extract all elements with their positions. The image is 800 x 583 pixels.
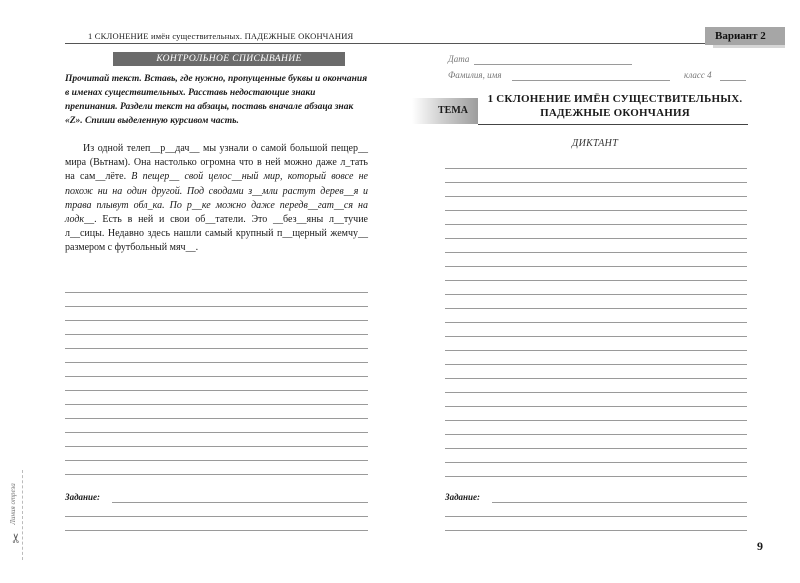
- task-line[interactable]: [65, 516, 368, 517]
- writing-line[interactable]: [65, 418, 368, 419]
- task-line[interactable]: [65, 530, 368, 531]
- writing-line[interactable]: [445, 224, 747, 225]
- exercise-text-italic: В пещер__ свой целос__ный мир, который вовсе не похож ни на один другой. Под сводами з__мли растут дерев__я и трава плывут обл_ка. По р__ке можно даже передв__гат__ся на лодк__: [65, 171, 368, 226]
- writing-line[interactable]: [65, 334, 368, 335]
- writing-line[interactable]: [445, 252, 747, 253]
- page-number: 9: [757, 539, 763, 553]
- writing-line[interactable]: [445, 420, 747, 421]
- writing-line[interactable]: [65, 320, 368, 321]
- writing-line[interactable]: [445, 182, 747, 183]
- writing-line[interactable]: [445, 378, 747, 379]
- task-line[interactable]: [112, 502, 368, 503]
- writing-line[interactable]: [65, 474, 368, 475]
- topic-title-line2: ПАДЕЖНЫЕ ОКОНЧАНИЯ: [540, 107, 690, 119]
- date-field[interactable]: [474, 64, 632, 65]
- writing-line[interactable]: [445, 196, 747, 197]
- writing-line[interactable]: [445, 364, 747, 365]
- class-field[interactable]: [720, 80, 746, 81]
- cut-line-note: Линия отреза: [8, 483, 17, 525]
- writing-line[interactable]: [445, 168, 747, 169]
- task-line[interactable]: [492, 502, 747, 503]
- writing-line[interactable]: [445, 210, 747, 211]
- variant-badge: Вариант 2: [705, 27, 785, 45]
- exercise-text-part1: Из одной телеп__р__дач__ мы узнали о самой большой пещер__ мира (Вьтнам). Она настолько огромна что в ней можно даже л_тать на сам__лёте.: [65, 143, 368, 183]
- cut-line: [22, 470, 23, 560]
- writing-line[interactable]: [445, 266, 747, 267]
- writing-line[interactable]: [445, 392, 747, 393]
- writing-line[interactable]: [445, 280, 747, 281]
- writing-line[interactable]: [445, 476, 747, 477]
- control-copy-banner: КОНТРОЛЬНОЕ СПИСЫВАНИЕ: [113, 52, 345, 66]
- writing-line[interactable]: [65, 446, 368, 447]
- class-label: класс 4: [684, 70, 712, 80]
- scissors-icon: ✂: [8, 532, 24, 544]
- header-rule: [65, 43, 720, 44]
- right-task-label: Задание:: [445, 492, 481, 502]
- writing-line[interactable]: [65, 390, 368, 391]
- topic-title-line1: 1 СКЛОНЕНИЕ ИМЁН СУЩЕСТВИТЕЛЬНЫХ.: [487, 93, 743, 105]
- name-field[interactable]: [512, 80, 670, 81]
- writing-line[interactable]: [445, 462, 747, 463]
- task-line[interactable]: [445, 530, 747, 531]
- left-task-label: Задание:: [65, 492, 101, 502]
- task-line[interactable]: [445, 516, 747, 517]
- writing-line[interactable]: [445, 406, 747, 407]
- writing-line[interactable]: [445, 336, 747, 337]
- writing-line[interactable]: [65, 306, 368, 307]
- dictation-title: ДИКТАНТ: [571, 138, 619, 149]
- writing-line[interactable]: [445, 448, 747, 449]
- name-label: Фамилия, имя: [448, 70, 502, 80]
- topic-rule: [478, 124, 748, 125]
- exercise-instruction: Прочитай текст. Вставь, где нужно, пропущенные буквы и окончания в именах существительных. Расставь недостающие знаки препинания. Раздели текст на абзацы, поставь вначале абзаца знак «Z». Спиши выделенную курсивом часть.: [65, 74, 368, 126]
- topic-title: [480, 92, 750, 120]
- writing-line[interactable]: [445, 434, 747, 435]
- writing-line[interactable]: [65, 376, 368, 377]
- writing-line[interactable]: [445, 238, 747, 239]
- writing-line[interactable]: [65, 292, 368, 293]
- running-header: 1 СКЛОНЕНИЕ имён существительных. ПАДЕЖНЫЕ ОКОНЧАНИЯ: [88, 31, 354, 41]
- writing-line[interactable]: [65, 404, 368, 405]
- writing-line[interactable]: [65, 460, 368, 461]
- date-label: Дата: [448, 54, 470, 64]
- writing-line[interactable]: [445, 308, 747, 309]
- writing-line[interactable]: [445, 294, 747, 295]
- variant-badge-shadow: [713, 45, 785, 48]
- writing-line[interactable]: [65, 432, 368, 433]
- writing-line[interactable]: [445, 350, 747, 351]
- tema-label: ТЕМА: [412, 98, 478, 124]
- writing-line[interactable]: [65, 362, 368, 363]
- writing-line[interactable]: [65, 348, 368, 349]
- exercise-text-part2: . Есть в ней и свои об__татели. Это __без__яны л__тучие л__сицы. Недавно здесь нашли самый крупный п__щерный жемчу__ размером с футбольный мяч__.: [65, 214, 368, 254]
- exercise-text: [65, 142, 368, 256]
- writing-line[interactable]: [445, 322, 747, 323]
